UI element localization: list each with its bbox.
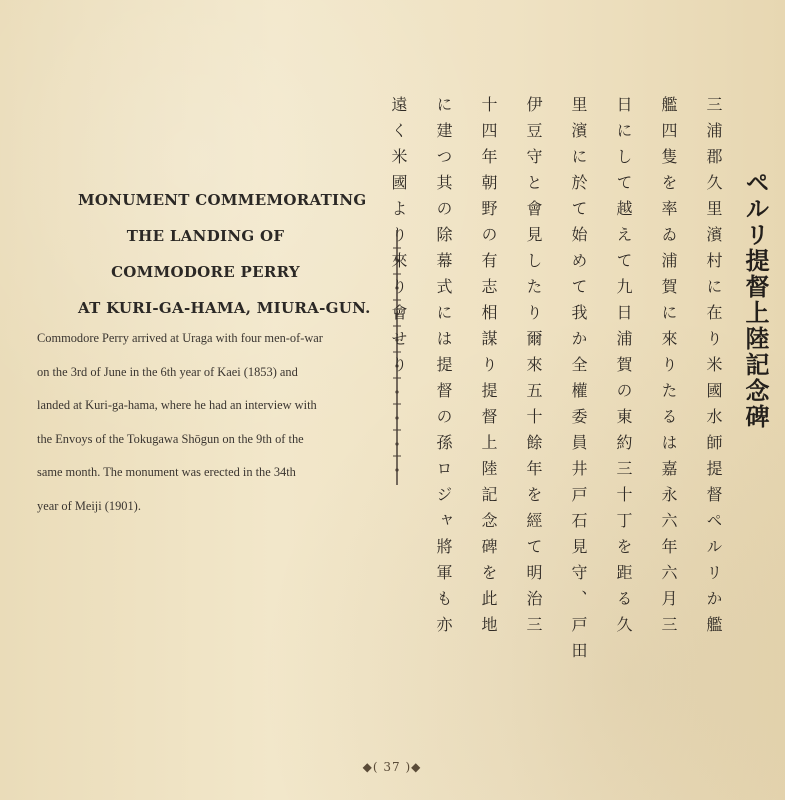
japanese-column: 三浦郡久里濱村に在り米國水師提督ペルリか艦 <box>704 96 723 642</box>
english-body-line: the Envoys of the Tokugawa Shōgun on the 9th of the <box>37 431 304 446</box>
english-title-line: MONUMENT COMMEMORATING <box>78 191 367 209</box>
english-body-line: Commodore Perry arrived at Uraga with four men-of-war <box>37 331 323 345</box>
english-title <box>78 182 371 326</box>
japanese-column: 遠く米國より來り會せり <box>389 96 408 382</box>
english-title-line: THE LANDING OF <box>126 227 285 245</box>
english-body-line: year of Meiji (1901). <box>37 498 141 513</box>
japanese-column: 里濱に於て始めて我か全權委員井戸石見守、戸田 <box>569 96 588 668</box>
english-body-line: landed at Kuri-ga-hama, where he had an interview with <box>37 398 317 412</box>
page-number: ◆( 37 )◆ <box>362 760 422 774</box>
japanese-description <box>389 96 730 696</box>
japanese-column: に建つ其の除幕式には提督の孫ロジャ將軍も亦 <box>434 96 453 642</box>
english-title-line: AT KURI-GA-HAMA, MIURA-GUN. <box>78 299 371 317</box>
japanese-column: 十四年朝野の有志相謀り提督上陸記念碑を此地 <box>479 96 498 642</box>
japanese-column: 艦四隻を率ゐ浦賀に來りたるは嘉永六年六月三 <box>659 96 678 642</box>
japanese-column: 日にして越えて九日浦賀の東約三十丁を距る久 <box>614 96 633 642</box>
english-description <box>37 322 362 523</box>
english-body-line: on the 3rd of June in the 6th year of Kaei (1853) and <box>37 364 298 379</box>
japanese-title: ペルリ提督上陸記念碑 <box>741 170 770 430</box>
english-body-line: same month. The monument was erected in the 34th <box>37 465 296 479</box>
english-title-line: COMMODORE PERRY <box>111 263 300 281</box>
japanese-column: 伊豆守と會見したり爾來五十餘年を經て明治三 <box>524 96 543 642</box>
